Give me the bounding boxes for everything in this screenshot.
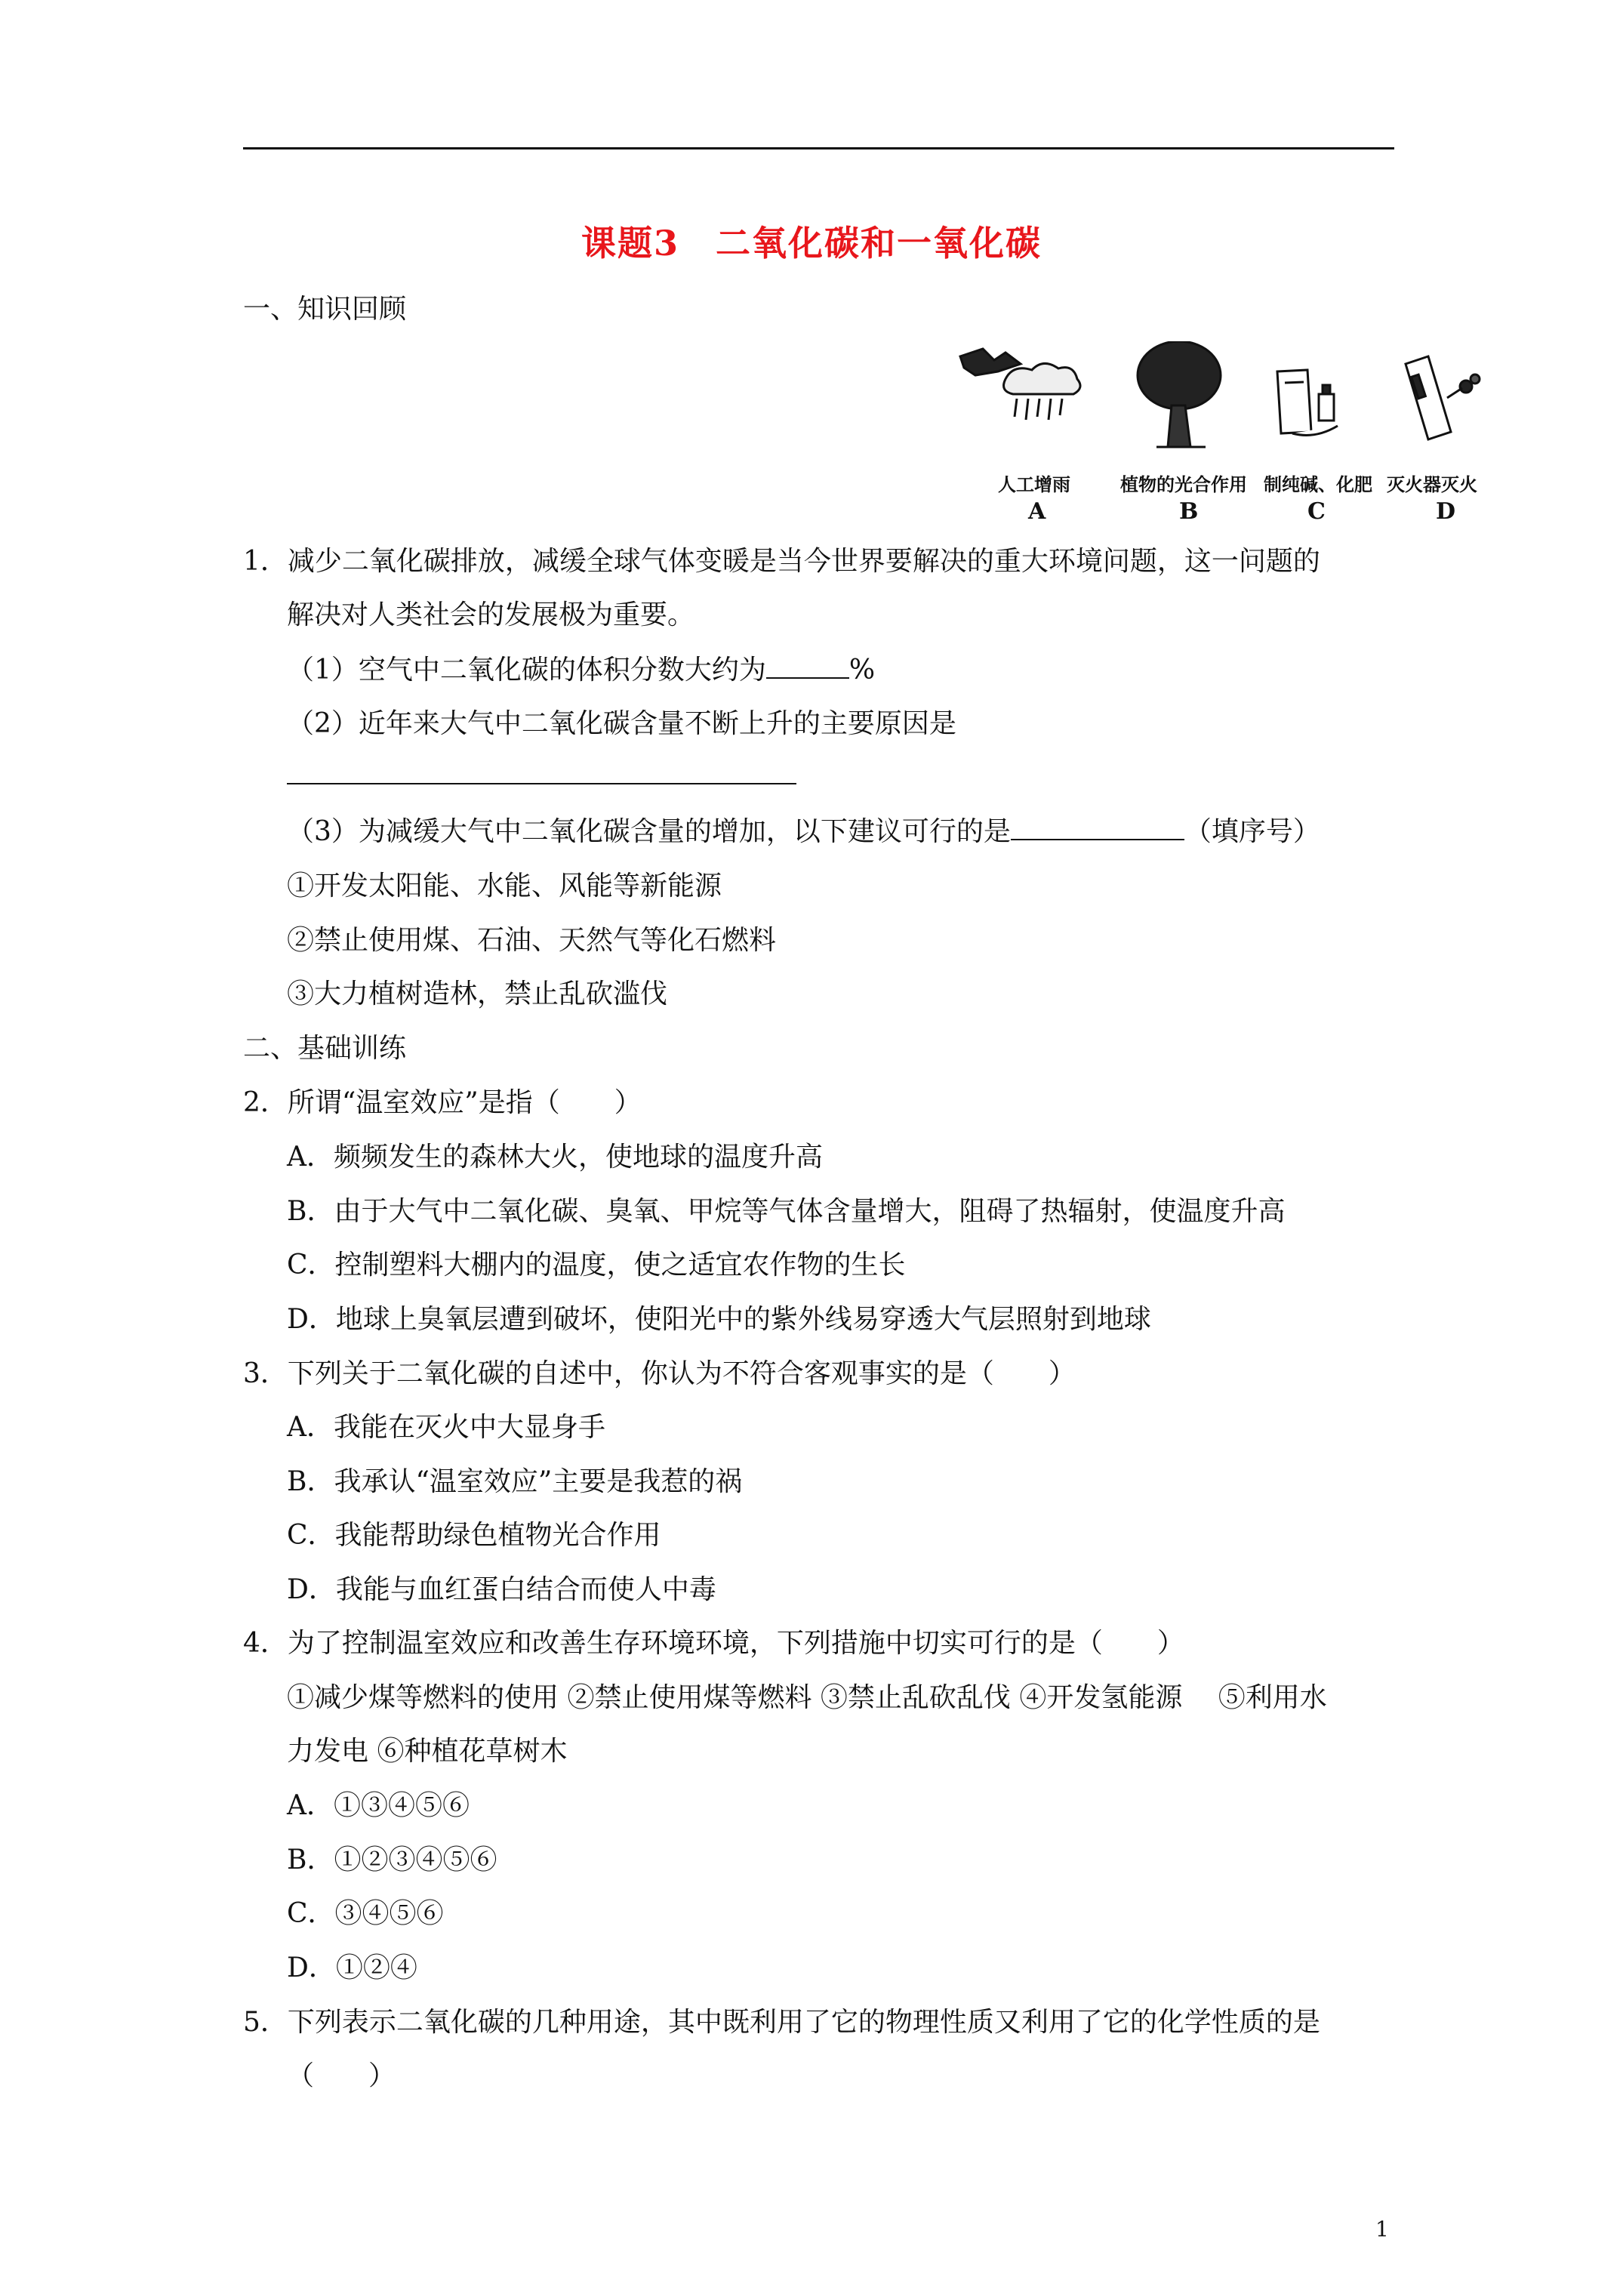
q1-sub1	[287, 654, 875, 687]
tree-icon	[1138, 341, 1221, 447]
q4-stem: 4．为了控制温室效应和改善生存环境环境，下列措施中切实可行的是（ ）	[243, 1628, 1184, 1659]
q2-option-a: A．频频发生的森林大火，使地球的温度升高	[287, 1142, 823, 1173]
fertilizer-bag-icon	[1277, 370, 1338, 435]
figure-letter-a: A	[1028, 498, 1046, 525]
q4-option-b: B．①②③④⑤⑥	[287, 1845, 497, 1875]
plane-cloud-rain-icon	[960, 349, 1080, 420]
q1-sub2-answer-line[interactable]	[287, 783, 796, 784]
q4-items-line2: 力发电 ⑥种植花草树木	[287, 1736, 568, 1767]
page-number: 1	[1375, 2217, 1389, 2242]
q1-option-1: ①开发太阳能、水能、风能等新能源	[287, 871, 722, 901]
q1-stem-line2: 解决对人类社会的发展极为重要。	[287, 599, 695, 630]
figure-caption-d: 灭火器灭火	[1387, 474, 1477, 495]
figure-caption-b: 植物的光合作用	[1120, 474, 1247, 495]
q1-sub3-blank[interactable]	[1011, 816, 1184, 840]
figure-letter-d: D	[1436, 498, 1456, 525]
q2-option-d: D．地球上臭氧层遭到破坏，使阳光中的紫外线易穿透大气层照射到地球	[287, 1304, 1151, 1335]
section-heading-review: 一、知识回顾	[243, 294, 407, 325]
q1-sub3	[287, 815, 1320, 849]
q1-option-2: ②禁止使用煤、石油、天然气等化石燃料	[287, 925, 777, 956]
q2-stem: 2．所谓“温室效应”是指（ ）	[243, 1087, 642, 1118]
q1-sub3-text: （3）为减缓大气中二氧化碳含量的增加，以下建议可行的是	[287, 816, 1011, 847]
q2-option-b: B．由于大气中二氧化碳、臭氧、甲烷等气体含量增大，阻碍了热辐射，使温度升高	[287, 1196, 1286, 1227]
figure-letter-b: B	[1179, 498, 1199, 525]
q4-option-d: D．①②④	[287, 1952, 417, 1983]
q3-option-b: B．我承认“温室效应”主要是我惹的祸	[287, 1466, 743, 1497]
q5-stem-line2: （ ）	[287, 2060, 396, 2091]
q3-stem: 3．下列关于二氧化碳的自述中，你认为不符合客观事实的是（ ）	[243, 1358, 1076, 1389]
q3-option-c: C．我能帮助绿色植物光合作用	[287, 1520, 661, 1551]
figure-letter-c: C	[1307, 498, 1326, 525]
q1-sub1-text: （1）空气中二氧化碳的体积分数大约为	[287, 655, 766, 686]
section-heading-basic: 二、基础训练	[243, 1033, 407, 1064]
page-title: 课题3 二氧化碳和一氧化碳	[581, 223, 1042, 264]
q4-items-line1: ①减少煤等燃料的使用 ②禁止使用煤等燃料 ③禁止乱砍乱伐 ④开发氢能源 ⑤利用水	[287, 1682, 1327, 1713]
figure-caption-c: 制纯碱、化肥	[1264, 474, 1372, 495]
q1-sub1-blank[interactable]	[766, 655, 849, 679]
q1-option-3: ③大力植树造林，禁止乱砍滥伐	[287, 978, 668, 1009]
q1-sub2: （2）近年来大气中二氧化碳含量不断上升的主要原因是	[287, 708, 956, 739]
q4-option-a: A．①③④⑤⑥	[287, 1790, 470, 1821]
figure-caption-a: 人工增雨	[998, 474, 1070, 495]
co2-uses-figure	[953, 341, 1496, 530]
q3-option-a: A．我能在灭火中大显身手	[287, 1412, 605, 1443]
q2-option-c: C．控制塑料大棚内的温度，使之适宜农作物的生长	[287, 1250, 906, 1281]
header-rule	[243, 147, 1394, 149]
q1-sub1-unit: %	[848, 655, 876, 686]
q1-stem-line1: 1．减少二氧化碳排放，减缓全球气体变暖是当今世界要解决的重大环境问题，这一问题的	[243, 546, 1320, 577]
q3-option-d: D．我能与血红蛋白结合而使人中毒	[287, 1574, 716, 1605]
q5-stem-line1: 5．下列表示二氧化碳的几种用途，其中既利用了它的物理性质又利用了它的化学性质的是	[243, 2007, 1320, 2038]
fire-extinguisher-icon	[1406, 356, 1480, 439]
q1-sub3-tail: （填序号）	[1184, 816, 1320, 847]
q4-option-c: C．③④⑤⑥	[287, 1898, 444, 1929]
